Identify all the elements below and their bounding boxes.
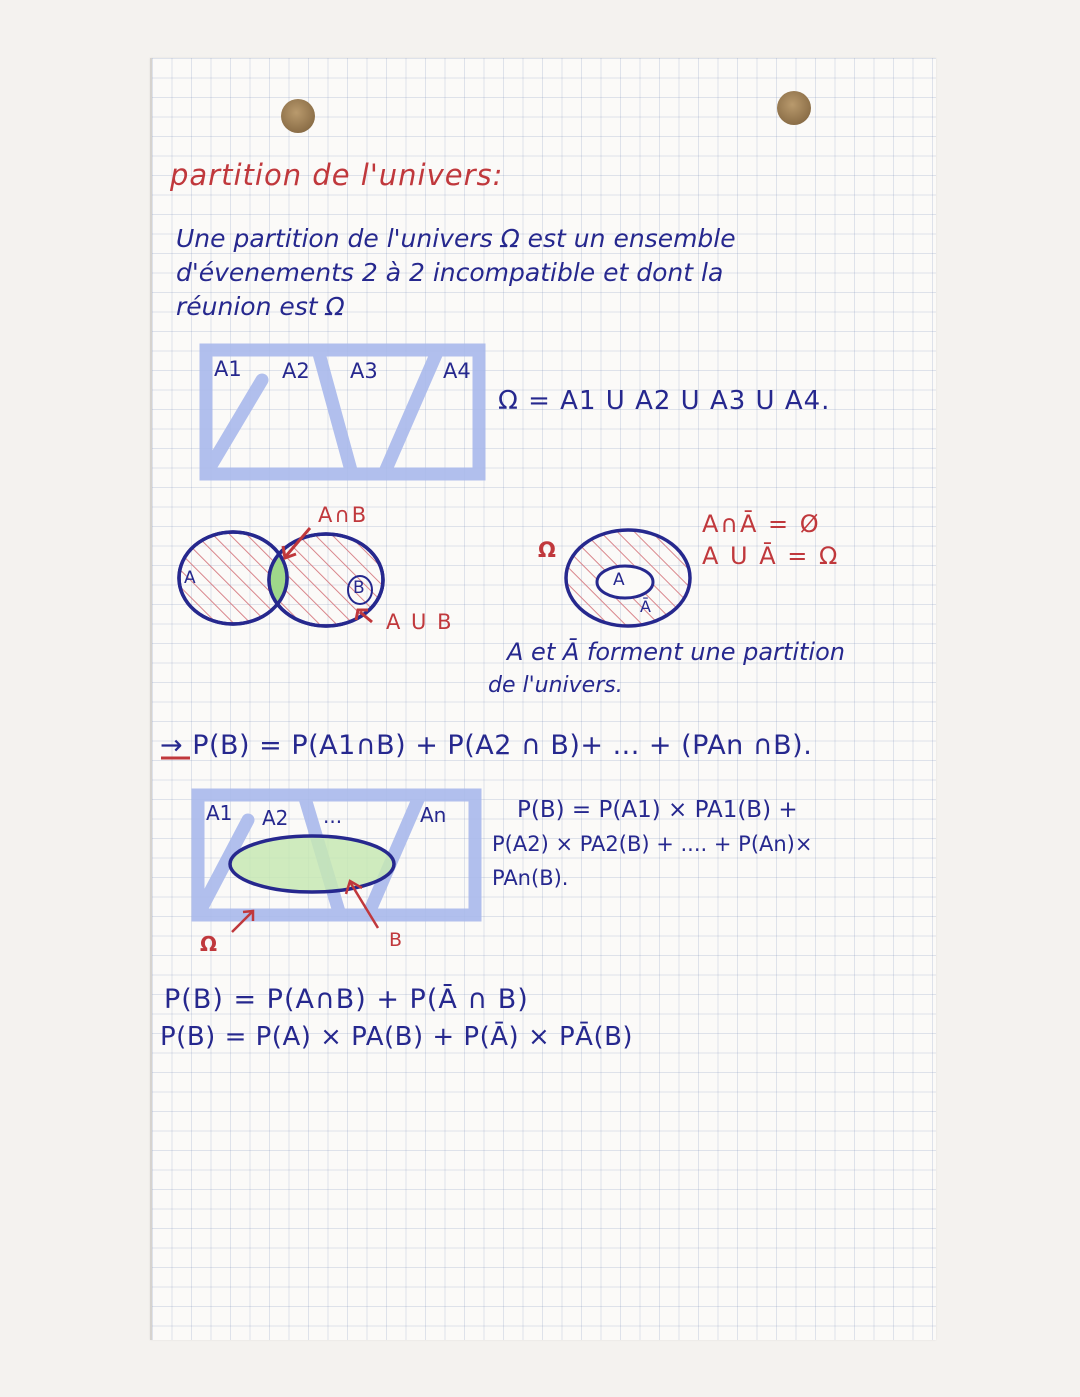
partition-label-a3: A3	[350, 359, 378, 383]
total-probability-formula: → P(B) = P(A1∩B) + P(A2 ∩ B)+ ... + (PAn ∩B).	[160, 730, 813, 761]
partition-formula: Ω = A1 U A2 U A3 U A4.	[498, 386, 831, 416]
complement-equation-1: A∩Ā = Ø	[702, 510, 821, 538]
partition2-label-a2: A2	[262, 806, 289, 830]
venn-diagram	[179, 528, 383, 626]
section-title: partition de l'univers:	[170, 158, 504, 192]
intersection-label: A∩B	[318, 503, 369, 527]
partition2-omega: Ω	[200, 932, 218, 956]
partition2-b: B	[389, 929, 403, 951]
partition2-label-a1: A1	[206, 801, 233, 825]
venn-label-a: A	[184, 568, 196, 588]
union-label: A U B	[386, 610, 454, 634]
partition-label-a1: A1	[214, 357, 242, 381]
complement-omega: Ω	[538, 538, 556, 562]
complement-note-2: de l'univers.	[488, 673, 623, 698]
total-prob-formula-line-3: PAn(B).	[492, 866, 569, 890]
definition-line-1: Une partition de l'univers Ω est un ensemble	[176, 224, 736, 253]
partition2-label-dots: ...	[323, 804, 343, 828]
partition-label-a2: A2	[282, 359, 310, 383]
complement-note-1: A et Ā forment une partition	[507, 638, 845, 666]
definition-line-3: réunion est Ω	[176, 292, 345, 321]
partition-rectangle-1	[206, 350, 479, 474]
venn-label-b: B	[353, 578, 365, 598]
complement-diagram	[566, 530, 690, 626]
complement-equation-2: A U Ā = Ω	[702, 542, 840, 570]
complement-a: A	[613, 570, 625, 590]
complement-a-bar: Ā	[640, 597, 651, 616]
final-formula-1: P(B) = P(A∩B) + P(Ā ∩ B)	[164, 984, 529, 1015]
final-formula-2: P(B) = P(A) × PA(B) + P(Ā) × PĀ(B)	[160, 1022, 634, 1052]
total-prob-formula-line-2: P(A2) × PA2(B) + .... + P(An)×	[492, 832, 813, 856]
definition-line-2: d'évenements 2 à 2 incompatible et dont la	[176, 258, 724, 287]
partition2-label-an: An	[420, 803, 447, 827]
partition-label-a4: A4	[443, 359, 471, 383]
total-prob-formula-line-1: P(B) = P(A1) × PA1(B) +	[517, 797, 798, 823]
